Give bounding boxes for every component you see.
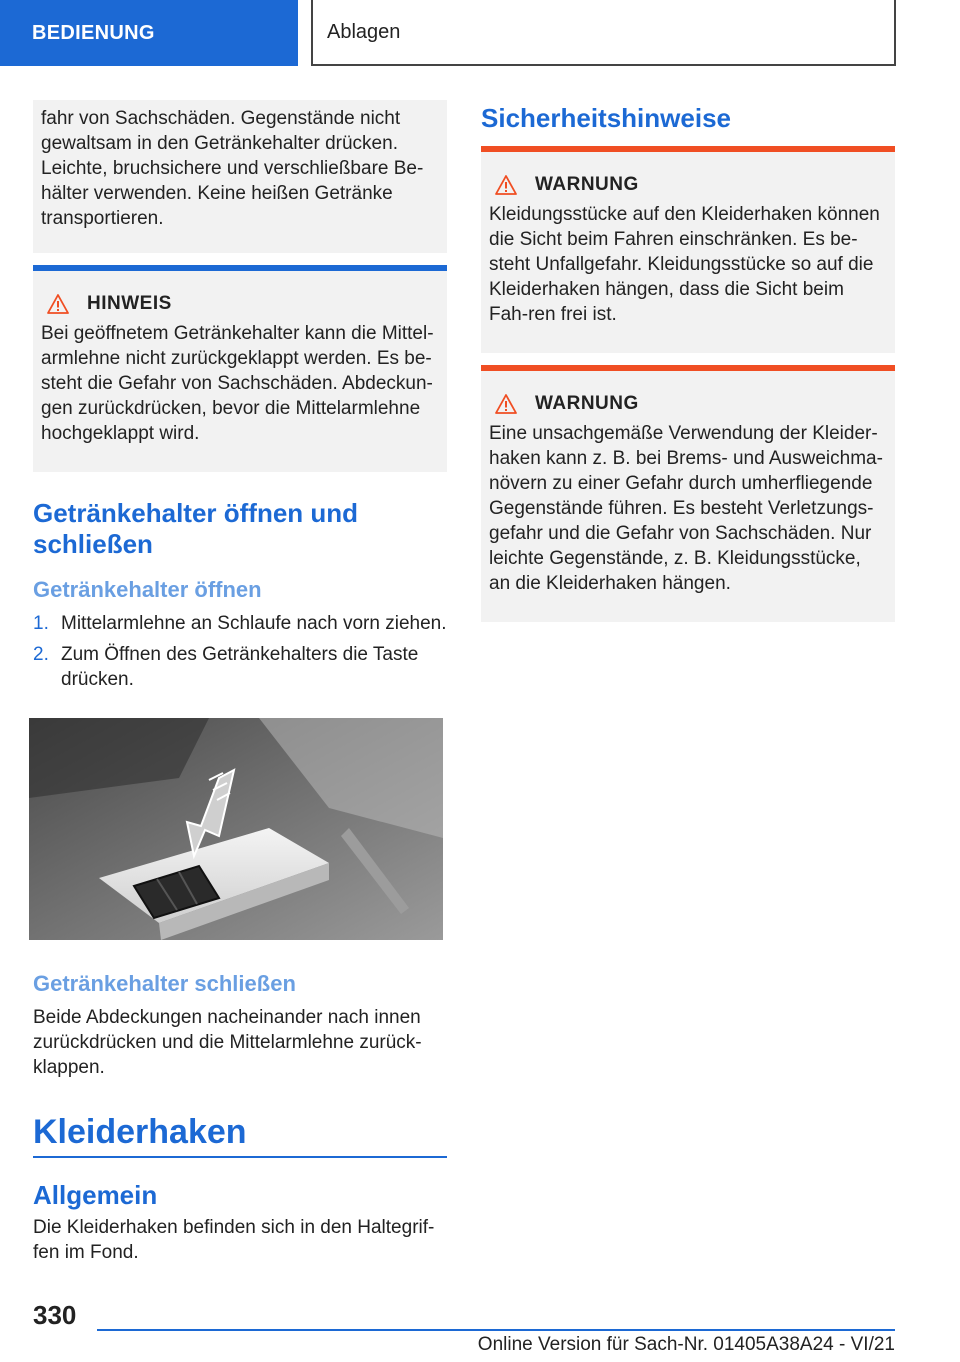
- warning-text: Kleidungsstücke auf den Kleiderhaken können die Sicht beim Fahren einschränken. Es be-steht Unfallgefahr. Kleidungsstücke so auf die Kleiderhaken hängen, dass die Sicht beim Fah-ren frei ist.: [489, 204, 880, 325]
- subheading-allgemein: Allgemein: [33, 1180, 158, 1210]
- right-column: [481, 100, 895, 622]
- left-column: [33, 100, 447, 1265]
- hinweis-text: Bei geöffnetem Getränkehalter kann die Mittel-armlehne nicht zurückgeklappt werden. Es be-steht die Gefahr von Sachschäden. Abdeckun-gen zurückdrücken, bevor die Mittelarmlehne hochgeklappt wird.: [41, 323, 434, 444]
- step-text: Mittelarmlehne an Schlaufe nach vorn ziehen.: [61, 613, 447, 634]
- footer-rule: [97, 1329, 895, 1331]
- warning-heading: [489, 174, 887, 196]
- heading-sicherheitshinweise: Sicherheitshinweise: [481, 103, 731, 133]
- allgemein-text: Die Kleiderhaken befinden sich in den Haltegrif-fen im Fond.: [33, 1217, 435, 1263]
- section-title: Ablagen: [311, 0, 896, 66]
- page-number: 330: [33, 1300, 77, 1330]
- continued-warning-text: fahr von Sachschäden. Gegenstände nicht gewaltsam in den Getränkehalter drücken. Leichte, bruchsichere und verschließbare Be-hälter verwenden. Keine heißen Getränke transportieren.: [41, 108, 424, 229]
- subheading-open: Getränkehalter öffnen: [33, 577, 262, 602]
- step-text: Zum Öffnen des Getränkehalters die Taste drücken.: [61, 644, 419, 690]
- continued-warning-box: [33, 100, 447, 253]
- armrest-cupholder-illustration: [29, 718, 443, 940]
- step-number: 2.: [33, 644, 49, 665]
- warning-box: [481, 152, 895, 353]
- hinweis-title: HINWEIS: [87, 293, 172, 314]
- warning-triangle-icon: [47, 294, 69, 314]
- hinweis-box: [33, 271, 447, 472]
- step-item: [33, 611, 447, 636]
- warning-box: [481, 371, 895, 622]
- step-number: 1.: [33, 613, 49, 634]
- section-heading-cupholder: Getränkehalter öffnen und schließen: [33, 498, 359, 559]
- warning-heading: [489, 393, 887, 415]
- chapter-tab: BEDIENUNG: [0, 0, 298, 66]
- subheading-close: Getränkehalter schließen: [33, 971, 296, 996]
- warning-triangle-icon: [495, 394, 517, 414]
- step-item: [33, 642, 447, 692]
- footer-version-text: Online Version für Sach-Nr. 01405A38A24 - VI/21: [477, 1334, 895, 1355]
- warning-title: WARNUNG: [535, 174, 639, 195]
- close-text: Beide Abdeckungen nacheinander nach innen zurückdrücken und die Mittelarmlehne zurück-klappen.: [33, 1007, 422, 1078]
- armrest-illustration-graphic: [29, 718, 443, 940]
- warning-title: WARNUNG: [535, 393, 639, 414]
- steps-list: [33, 611, 447, 692]
- hinweis-heading: [41, 293, 439, 315]
- warning-triangle-icon: [495, 175, 517, 195]
- warning-text: Eine unsachgemäße Verwendung der Kleider-haken kann z. B. bei Brems- und Ausweichma-növern zu einer Gefahr durch umherfliegende Gegenstände führen. Es besteht Verletzungs-gefahr und die Gefahr von Sachschäden. Nur leichte Gegenstände, z. B. Kleidungsstücke, an die Kleiderhaken hängen.: [489, 423, 883, 594]
- heading-kleiderhaken: Kleiderhaken: [33, 1113, 247, 1151]
